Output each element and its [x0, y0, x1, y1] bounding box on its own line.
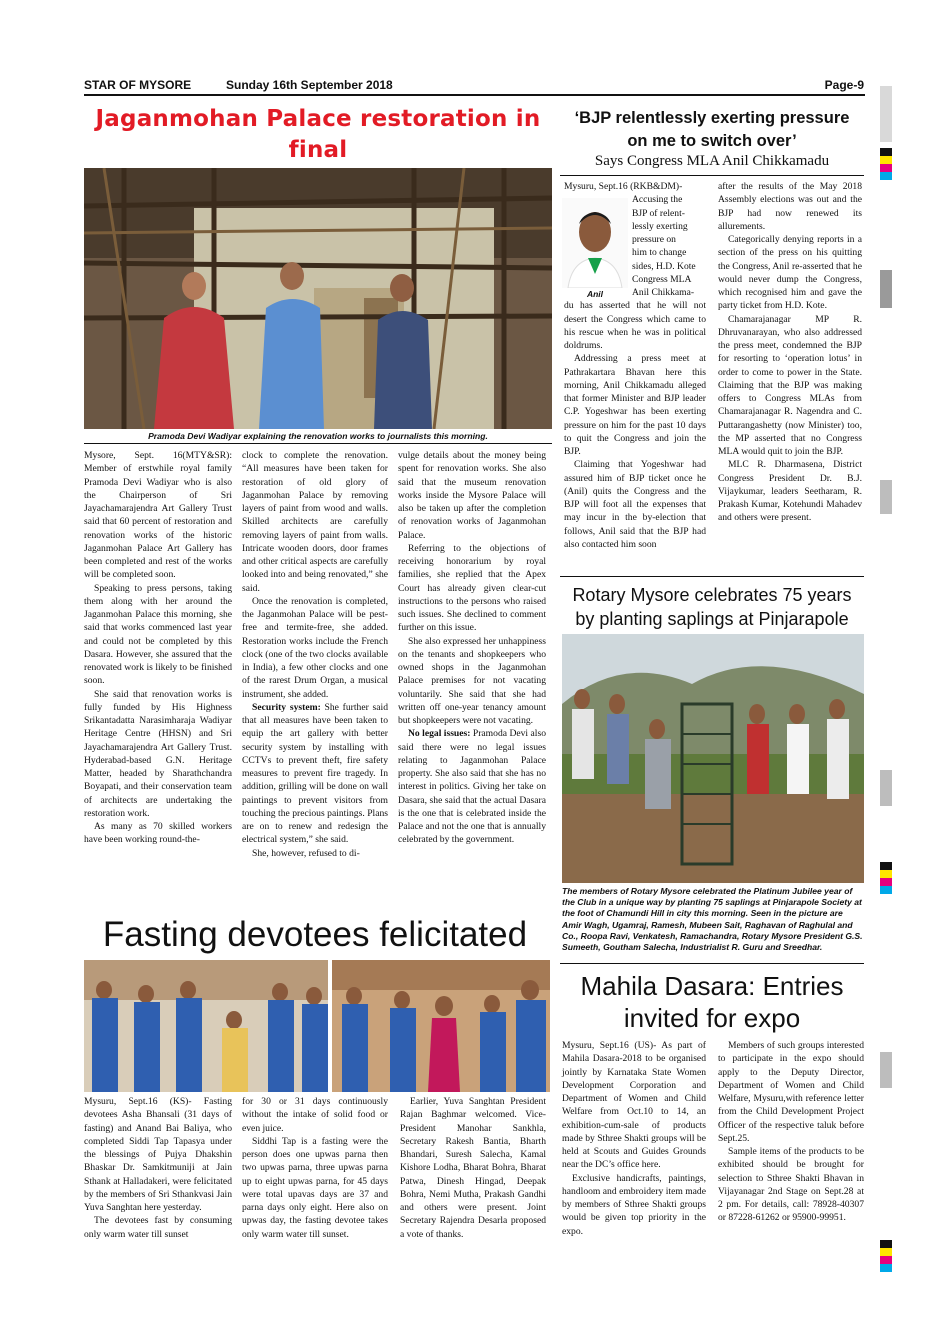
anil-mug-label: Anil: [586, 289, 604, 299]
masthead-rule: [84, 94, 865, 96]
story1-caption-rule: [84, 443, 552, 444]
story2-wrap-line: Anil Chikkama-: [632, 287, 695, 298]
fasting-photo-left: [84, 960, 328, 1092]
story5-paragraph: Mysuru, Sept.16 (US)- As part of Mahila Dasara-2018 to be organised jointly by Karnataka State Women Development Corporation and Department of Women and Child Welfare from Oct.10 to 14, an exhibition-cum-sale of products made by Sthree Shakti groups will be held at Scouts and Guides Grounds near the DC’s office here.: [562, 1040, 706, 1171]
story2-column-2: [718, 180, 862, 525]
story5-column-2: [718, 1039, 864, 1225]
security-subhead: Security system:: [252, 701, 321, 713]
story1-paragraph: Referring to the objections of receiving honorarium by royal families, she replied that the Apex Court has already given clear-cut instructions to the persons who raised such issues. She declined to comment further on this issue.: [398, 542, 546, 634]
story5-headline-line2: invited for expo: [623, 1003, 801, 1033]
legal-subhead: No legal issues:: [408, 728, 471, 740]
story1-subhead-paragraph: [242, 701, 388, 847]
story2-paragraph: Addressing a press meet at Pathrakartara Bhavan here this morning, Anil Chikkamadu alleged that former Minister and BJP leader C.P. Yogeshwar has been exerting pressure on him for the past 10 days to quit the Congress and join the BJP.: [564, 353, 706, 457]
story4-column-3: [400, 1095, 546, 1241]
story3-headline-line1: Rotary Mysore celebrates 75 years: [572, 585, 852, 605]
palace-restoration-photo: [84, 168, 552, 429]
cmyk-marks-3: [880, 1240, 892, 1272]
story1-paragraph: She, however, refused to di-: [252, 847, 360, 859]
issue-date: Sunday 16th September 2018: [226, 78, 393, 92]
security-text: She further said that all measures have been taken to equip the art gallery with better security system by installing with CCTVs to prevent theft, fire safety measures to prevent fire tragedy. In addition, grilling will be done on wall paintings to prevent visitors from touching the precious paintings. Plans are on to renew and redesign the electrical system,” she said.: [242, 701, 388, 846]
story1-paragraph: She also expressed her unhappiness on the tenants and shopkeepers who owned shops in the Jaganmohan Palace premises for not vacating voluntarily. She said that she had written off one-year tenancy amount but shopkeepers were not vacating.: [398, 635, 546, 726]
page-number: Page-9: [824, 78, 864, 92]
story1-paragraph: Once the renovation is completed, the Jaganmohan Palace will be pest-free and termite-free, she added. Restoration works include the French clock (one of the two clocks available in India), a few other clocks and one of the rarest Drum Organ, a musical instrument, she added.: [242, 595, 388, 700]
story5-paragraph: Members of such groups interested to participate in the expo should apply to the Deputy Director, Department of Women and Child Welfare, Mysuru,with reference letter from the Child Development Project Officer of the respective taluk before Sept.25.: [718, 1040, 864, 1144]
story2-wrap-line: him to change: [632, 247, 687, 259]
story3-top-rule: [560, 576, 864, 577]
story1-subhead-paragraph: [398, 727, 546, 846]
story4-paragraph: Mysuru, Sept.16 (KS)- Fasting devotees Asha Bhansali (31 days of fasting) and Anand Bai Baliya, who completed Siddi Tap Tapasya under the blessings of Pujya Dhakshin Bhaskar Dr. Samkitmuniji at Jain Sthank at Halladakeri, were felicitated by the members of Sri Sthankvasi Jain Yuva Sanghtan here yesterday.: [84, 1096, 232, 1213]
story1-paragraph: She said that renovation works is fully funded by His Highness Srikantadatta Narasimharaja Wadiyar Heritage Centre (HHSN) and Sri Jayachamarajendra Art Gallery Trust. Hyderabad-based G.N. Heritage Matter, headed by Sharathchandra Boyapati, and their conservation team of architects are undertaking the restoration work.: [84, 688, 232, 819]
registration-gray-bar: [880, 86, 892, 142]
masthead: [84, 78, 864, 94]
story2-wrap-line: Congress MLA: [632, 273, 692, 285]
story4-column-1: [84, 1095, 232, 1241]
story2-wrap-line: BJP of relent-: [632, 207, 685, 219]
story1-column-1: [84, 449, 232, 847]
story1-paragraph: Mysore, Sept. 16(MTY&SR): Member of erstwhile royal family Pramoda Devi Wadiyar who is also the Chairperson of Sri Jayachamarajendra Art Gallery Trust said that 60 percent of restoration and renovation works of the historic Jaganmohan Palace Art Gallery has been completed and rest of the works will be completed soon.: [84, 450, 232, 581]
rotary-planting-illustration: [562, 634, 864, 883]
story2-wrap-line: pressure on: [632, 234, 676, 245]
story3-headline-line2: by planting saplings at Pinjarapole: [575, 609, 849, 629]
story2-headline-line1: ‘BJP relentlessly exerting pressure: [574, 109, 850, 127]
story1-paragraph: Speaking to press persons, taking them along with her around the Jaganmohan Palace this morning, she said that works commenced last year and could not be completed by this Dasara. However, she assured that the renovated work is likely to be finished soon.: [84, 582, 232, 687]
story2-subhead: Says Congress MLA Anil Chikkamadu: [594, 153, 830, 169]
story2-paragraph: du has asserted that he will not desert the Congress which came to his rescue when he was in political doldrums.: [564, 300, 706, 351]
legal-text: Pramoda Devi also said there were no legal issues relating to Jaganmohan Palace property. She also said that she has no interest in politics. Giving her take on Dasara, she said that the actual Dasara is the one that is celebrated inside the Palace and not the one that is annually celebrated by the government.: [398, 728, 546, 846]
story2-subhead-rule: [560, 175, 864, 176]
story2-paragraph: Categorically denying reports in a section of the press on his quitting the Congress, Anil re-asserted that he would never dump the Congress, which recognised him and gave the party ticket from H.D. Kote.: [718, 234, 862, 312]
story4-headline: Fasting devotees felicitated: [102, 915, 528, 954]
story5-headline: [560, 970, 864, 1034]
story3-headline: [560, 583, 864, 631]
story5-column-1: [562, 1039, 706, 1238]
story5-paragraph: Sample items of the products to be exhibited should be brought for selection to Sthree Shakti Bhavan in Vijayanagar 2nd Stage on Sept.28 at 2 pm. For details, call: 78928-40307 or 87228-61262 or 95900-99951.: [718, 1146, 864, 1224]
story4-paragraph: Earlier, Yuva Sanghtan President Rajan Baghmar welcomed. Vice-President Manohar Sankhla, Secretary Rakesh Bantia, Bharth Bhandari, Suresh Salecha, Kamal Kishore Lodha, Bharat Bohra, Bharat Patwa, Dinesh Hingad, Deepak Bohra, Nemi Mutha, Prakash Gandhi and others were present. Joint Secretary Rajendra Desarla proposed a vote of thanks.: [400, 1096, 546, 1240]
story1-paragraph: As many as 70 skilled workers have been working round-the-: [84, 821, 232, 846]
story2-column-1: [564, 180, 706, 551]
story2-paragraph: MLC R. Dharmasena, District Congress President Dr. B.J. Vijaykumar, leaders Seetharam, R. Prakash Kumar, Kotehundi Mahadev and others were present.: [718, 459, 862, 524]
story1-column-2: [242, 449, 388, 860]
story5-top-rule: [560, 963, 864, 964]
story1-column-3: [398, 449, 546, 847]
story1-paragraph: clock to complete the renovation. “All measures have been taken for restoration of old glory of Jaganmohan Palace by removing layers of paint from wood and walls. Skilled architects are carefully removing layers of paint from walls. Intricate wooden doors, door frames and other critical aspects are carefully looked into and being renovated,” she said.: [242, 450, 388, 594]
registration-bar-5: [880, 1052, 892, 1088]
story2-wrap-line: sides, H.D. Kote: [632, 260, 696, 272]
fasting-photo-right: [332, 960, 550, 1092]
story1-paragraph: vulge details about the money being spent for renovation works. She also said that the museum renovation works inside the Mysore Palace will also be taken up after the completion of renovation works of Jaganmohan Palace.: [398, 450, 546, 541]
fasting-left-illustration: [84, 960, 328, 1092]
story2-wrap-line: Mysuru, Sept.16 (RKB&DM)-: [564, 181, 683, 192]
cmyk-marks-1: [880, 148, 892, 180]
story4-paragraph: Siddhi Tap is a fasting were the person does one upwas parna then two upwas parna, three upwas parna up to eight upwas parna, for 45 days were total upavas days are 37 and parna days only eight. Here also on upwas day, the fasting devotee takes only warm water till sunset.: [242, 1135, 388, 1240]
fasting-right-illustration: [332, 960, 550, 1092]
story2-headline: [560, 107, 864, 153]
story1-headline-line1: Jaganmohan Palace restoration in final: [95, 106, 541, 163]
story4-column-2: [242, 1095, 388, 1241]
registration-bar-2: [880, 270, 892, 308]
story2-wrap-line: lessly exerting: [632, 220, 688, 232]
paper-name: STAR OF MYSORE: [84, 78, 192, 92]
registration-bar-4: [880, 770, 892, 806]
palace-restoration-illustration: [84, 168, 552, 429]
story2-paragraph: Chamarajanagar MP R. Dhruvanarayan, who also addressed the press meet, condemned the BJP for resorting to ‘operation lotus’ in order to come to power in the State. Claiming that the BJP was making offers to Congress MLAs from Chamarajanagar R. Nagendra and C. Puttarangashetty (now Minister) too, the MP asserted that no Congress MLA would quit to join the BJP.: [718, 313, 862, 457]
story2-paragraph: after the results of the May 2018 Assembly elections was out and the BJP had now renewed its allurements.: [718, 181, 862, 232]
story5-headline-line1: Mahila Dasara: Entries: [580, 971, 844, 1001]
cmyk-marks-2: [880, 862, 892, 894]
story2-wrap-line: Accusing the: [632, 194, 683, 206]
story1-caption: Pramoda Devi Wadiyar explaining the renovation works to journalists this morning.: [148, 431, 488, 441]
registration-bar-3: [880, 480, 892, 514]
story4-paragraph: The devotees fast by consuming only warm water till sunset: [84, 1215, 232, 1240]
story3-caption: The members of Rotary Mysore celebrated the Platinum Jubilee year of the Club in a unique way by planting 75 saplings at Pinjarapole Society at the foot of Chamundi Hill in city this morning. Seen in the picture are Amir Wagh, Ugamraj, Ramesh, Mubeen Sait, Raghavan of Raghulal and Co., Roopa Ravi, Venkatesh, Ramachandra, Rotary Mysore President G.S. Sumeeth, Goutham Salecha, Industrialist R. Guru and Sreedhar.: [562, 886, 863, 953]
story4-paragraph: for 30 or 31 days continuously without the intake of solid food or even juice.: [242, 1096, 388, 1134]
rotary-planting-photo: [562, 634, 864, 883]
story2-paragraph: Claiming that Yogeshwar had assured him of BJP ticket once he (Anil) quits the Congress and the BJP will foot all the expenses that may incur in the by-election that follows, Anil said that the BJP had also contacted him soon: [564, 459, 706, 550]
story5-paragraph: Exclusive handicrafts, paintings, handloom and embroidery item made by members of Sthree Shakti groups would be given top priority in the expo.: [562, 1172, 706, 1237]
story2-headline-line2: on me to switch over’: [627, 132, 797, 150]
